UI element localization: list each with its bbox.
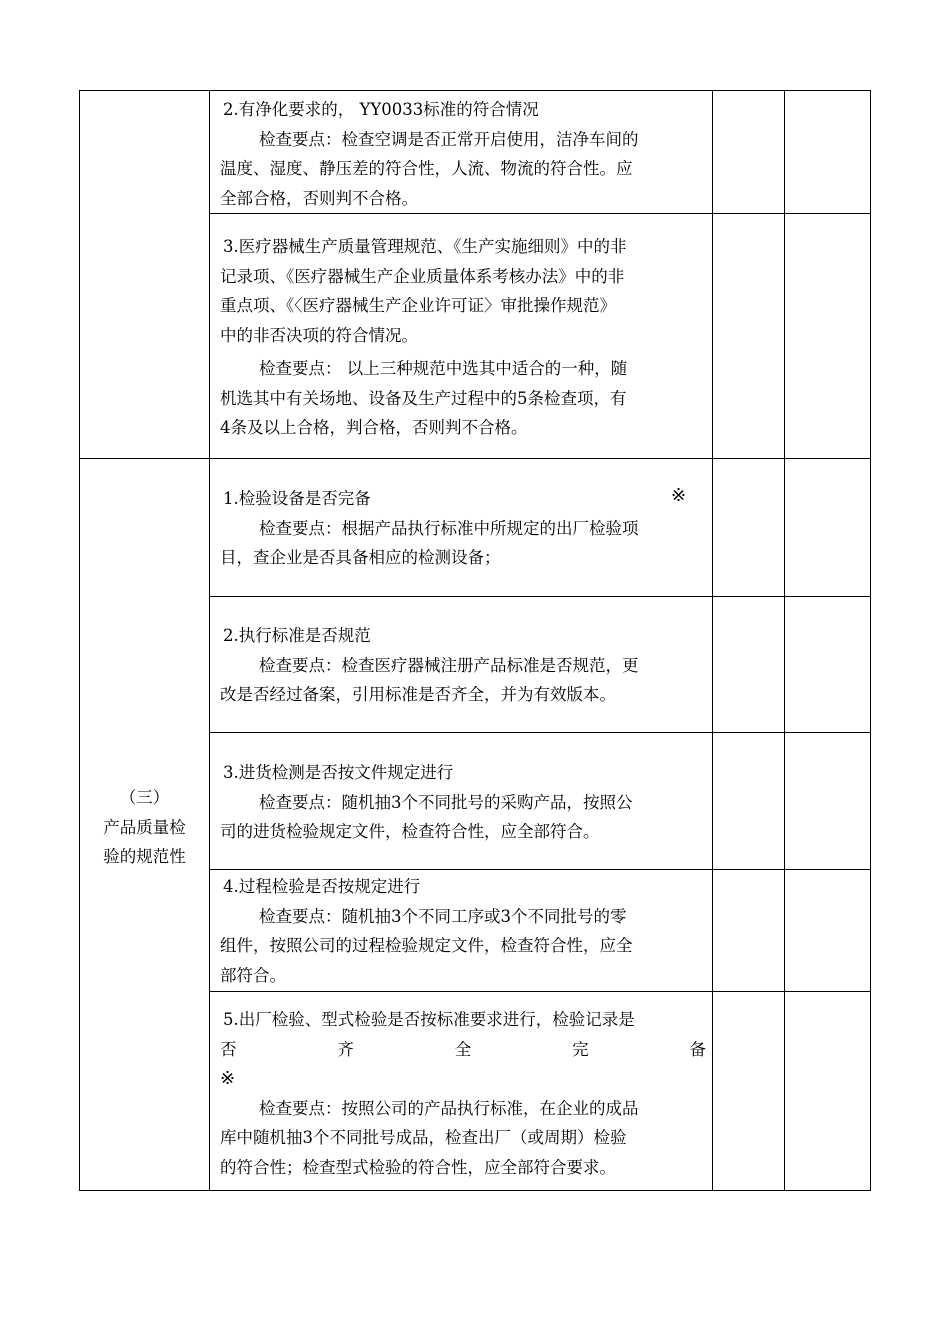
check-item-incoming	[220, 758, 706, 847]
spread-char: 否	[220, 1039, 237, 1059]
item-text: 检查要点：检查医疗器械注册产品标准是否规范，更	[259, 655, 639, 675]
item-title: 2.有净化要求的， YY0033标准的符合情况	[223, 100, 539, 119]
item-title: 记录项、《医疗器械生产企业质量体系考核办法》中的非	[220, 266, 625, 286]
item-title: 重点项、《〈医疗器械生产企业许可证〉审批操作规范》	[220, 296, 616, 315]
item-text: 目，查企业是否具备相应的检测设备；	[220, 548, 501, 567]
item-title: 中的非否决项的符合情况。	[220, 325, 418, 345]
check-item-equipment	[220, 484, 706, 573]
spread-char: 备	[689, 1039, 706, 1059]
item-title-spread	[220, 1035, 706, 1065]
inspection-table	[79, 90, 871, 1191]
item-text: 机选其中有关场地、设备及生产过程中的5条检查项，有	[220, 388, 627, 408]
check-item-cleanroom	[220, 95, 706, 213]
key-item-mark: ※	[671, 485, 687, 506]
item-text: 库中随机抽3个不同批号成品，检查出厂（或周期）检验	[220, 1128, 627, 1147]
row-divider	[209, 213, 870, 214]
item-title: 3.进货检测是否按文件规定进行	[223, 763, 454, 782]
row-divider	[80, 458, 870, 459]
item-text: 检查要点： 以上三种规范中选其中适合的一种，随	[259, 359, 628, 378]
item-text: 温度、湿度、静压差的符合性，人流、物流的符合性。应	[220, 159, 633, 178]
row-divider	[209, 732, 870, 733]
item-text: 检查要点：随机抽3个不同批号的采购产品，按照公	[259, 792, 633, 812]
key-item-mark: ※	[220, 1068, 236, 1089]
check-item-final	[220, 1005, 706, 1182]
item-text: 检查要点：根据产品执行标准中所规定的出厂检验项	[259, 518, 639, 538]
item-text: 司的进货检验规定文件，检查符合性，应全部符合。	[220, 822, 600, 841]
spread-char: 齐	[337, 1039, 354, 1059]
item-text: 组件，按照公司的过程检验规定文件，检查符合性，应全	[220, 936, 633, 955]
item-text: 部符合。	[220, 965, 286, 985]
row-divider	[209, 596, 870, 597]
item-text: 检查要点：检查空调是否正常开启使用，洁净车间的	[259, 129, 639, 149]
section-name: 验的规范性	[103, 847, 186, 866]
item-title: 4.过程检验是否按规定进行	[223, 877, 421, 896]
item-text: 4条及以上合格，判合格，否则判不合格。	[220, 418, 528, 437]
row-divider	[209, 869, 870, 870]
column-divider	[209, 91, 210, 1190]
row-divider	[209, 991, 870, 992]
item-title: 3.医疗器械生产质量管理规范、《生产实施细则》中的非	[223, 237, 627, 256]
section-label	[80, 783, 209, 872]
item-title: 2.执行标准是否规范	[223, 626, 371, 645]
check-item-process	[220, 872, 706, 990]
column-divider	[784, 91, 785, 1190]
item-text: 的符合性；检查型式检验的符合性，应全部符合要求。	[220, 1157, 616, 1177]
section-name: 产品质量检	[103, 817, 186, 837]
item-text: 检查要点：按照公司的产品执行标准，在企业的成品	[259, 1098, 639, 1118]
spread-char: 完	[572, 1039, 589, 1059]
section-number: （三）	[119, 788, 170, 807]
check-item-regulation	[220, 232, 706, 443]
item-title: 1.检验设备是否完备	[223, 489, 371, 508]
check-item-standard	[220, 621, 706, 710]
column-divider	[712, 91, 713, 1190]
item-title: 5.出厂检验、型式检验是否按标准要求进行，检验记录是	[223, 1010, 635, 1029]
spread-char: 全	[454, 1039, 472, 1059]
item-text: 全部合格，否则判不合格。	[220, 188, 418, 208]
item-text: 改是否经过备案，引用标准是否齐全，并为有效版本。	[220, 685, 616, 704]
item-text: 检查要点：随机抽3个不同工序或3个不同批号的零	[259, 906, 627, 926]
